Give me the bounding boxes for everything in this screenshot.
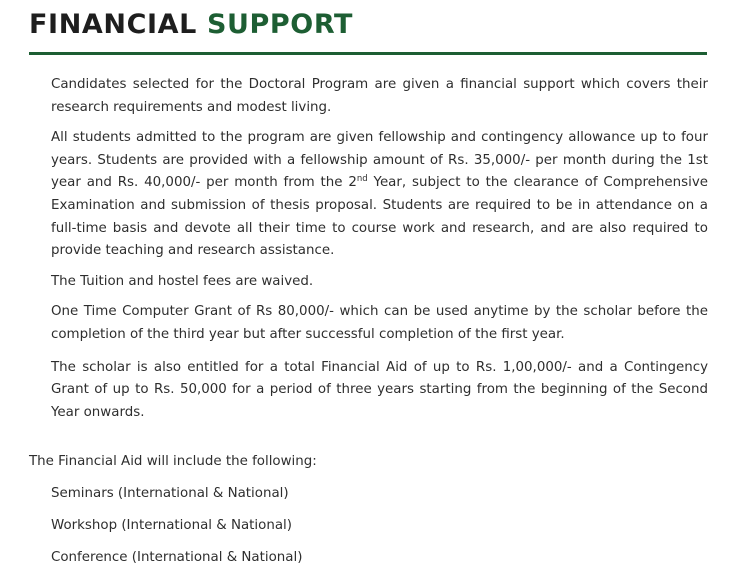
- title-word-support: SUPPORT: [206, 9, 354, 40]
- paragraph-fees: The Tuition and hostel fees are waived.: [51, 273, 314, 289]
- financial-aid-list: [51, 483, 302, 579]
- fellowship-text-start: All students admitted to the program are given fellowship and contingency allowance up to four years. Students are provided with a fellowship amount of Rs. 35,000/- per month during the 1st year and Rs. 40,000/- per month from the 2: [51, 130, 708, 191]
- financial-aid-intro: The Financial Aid will include the following:: [29, 454, 317, 469]
- ordinal-superscript: nd: [356, 174, 368, 185]
- fellowship-text-end: Year, subject to the clearance of Comprehensive Examination and submission of thesis proposal. Students are required to be in attendance on a full-time basis and devote all their time to course work and research, and are also required to provide teaching and research assistance.: [51, 175, 708, 259]
- content-body: [51, 74, 708, 424]
- title-word-financial: FINANCIAL: [29, 9, 197, 40]
- title-divider: [29, 52, 707, 55]
- page-title: [29, 6, 353, 44]
- list-item: Conference (International & National): [51, 550, 303, 565]
- paragraph-computer-grant: One Time Computer Grant of Rs 80,000/- which can be used anytime by the scholar before the completion of the third year but after successful completion of the first year.: [51, 304, 708, 342]
- list-item: Seminars (International & National): [51, 486, 289, 501]
- list-item: Workshop (International & National): [51, 518, 292, 533]
- paragraph-intro: Candidates selected for the Doctoral Program are given a financial support which covers their research requirements and modest living.: [51, 77, 708, 115]
- paragraph-fellowship: [51, 127, 708, 263]
- paragraph-financial-aid: The scholar is also entitled for a total Financial Aid of up to Rs. 1,00,000/- and a Contingency Grant of up to Rs. 50,000 for a period of three years starting from the beginning of the Second Year onwards.: [51, 359, 708, 420]
